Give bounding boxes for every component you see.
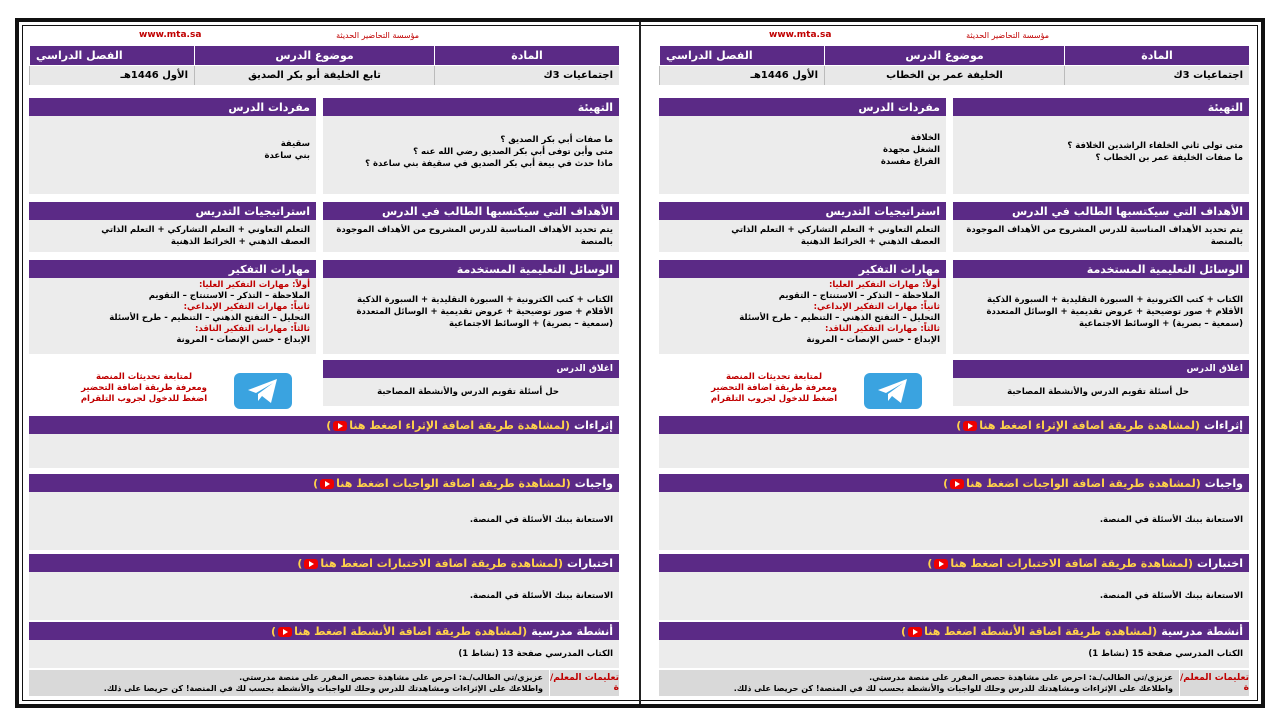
topic-label: موضوع الدرس	[194, 46, 434, 65]
closing-title: اغلاق الدرس	[953, 360, 1249, 378]
institution-name: مؤسسة التحاضير الحديثة	[966, 31, 1049, 40]
youtube-icon	[304, 559, 318, 569]
activities-line: الكتاب المدرسي صفحة 13 (نشاط 1)	[458, 649, 613, 659]
aids-section	[323, 260, 619, 354]
activities-link-text: (لمشاهدة طريقة اضافة الأنشطة اضغط هنا	[294, 624, 528, 638]
header-values-row	[29, 66, 619, 85]
objectives-line: يتم تحديد الأهداف المناسبة للدرس المشروح من الأهداف الموجودة	[966, 225, 1243, 235]
homework-label: واجبات	[574, 476, 613, 490]
aids-line: الكتاب + كتب الكترونية + السبورة التقليدية + السبورة الذكية	[357, 295, 613, 305]
thinking-heading: ثانياً: مهارات التفكير الإبداعي:	[813, 302, 940, 312]
homework-link[interactable]	[313, 477, 571, 490]
link-close: )	[943, 476, 949, 490]
vocab-title: مفردات الدرس	[29, 98, 316, 116]
youtube-icon	[320, 479, 334, 489]
link-close: )	[313, 476, 319, 490]
thinking-heading: ثالثاً: مهارات التفكير الناقد:	[825, 324, 940, 334]
thinking-section	[659, 260, 946, 354]
homework-title	[29, 474, 619, 492]
thinking-heading: ثالثاً: مهارات التفكير الناقد:	[195, 324, 310, 334]
closing-title: اغلاق الدرس	[323, 360, 619, 378]
telegram-note-line: ومعرفة طريقة اضافة التحضير	[81, 383, 207, 393]
teacher-notes-line: واطلاعك على الإثراءات ومشاهدتك للدرس وحلك للواجبات والأنشطة بحسب لك في المنصة! كن حريصا على ذلك.	[733, 684, 1173, 693]
objectives-body	[323, 220, 619, 252]
aids-section	[953, 260, 1249, 354]
enrichment-body	[659, 434, 1249, 468]
tests-line: الاستعانة ببنك الأسئلة في المنصة.	[469, 591, 613, 601]
teacher-notes	[29, 670, 619, 696]
intro-line: متى وأين توفى أبي بكر الصديق رضي الله عنه ؟	[413, 147, 613, 157]
enrichment-section	[29, 416, 619, 468]
page-topline	[29, 30, 619, 44]
thinking-line: الإبداع - حسن الإنصات - المرونة	[176, 335, 310, 345]
teacher-notes-text	[29, 670, 549, 696]
activities-link[interactable]	[271, 625, 527, 638]
strategies-section	[659, 202, 946, 252]
aids-line: الأقلام + صور توضيحية + عروض تقديمية + الوسائل المتعددة	[356, 307, 613, 317]
aids-title: الوسائل التعليمية المستخدمة	[323, 260, 619, 278]
thinking-body	[659, 278, 946, 354]
thinking-line: الملاحظة – التذكر – الاستنتاج – التقويم	[778, 291, 940, 301]
objectives-title: الأهداف التي سيكتسبها الطالب في الدرس	[953, 202, 1249, 220]
enrichment-link-text: (لمشاهدة طريقة اضافة الإثراء اضغط هنا	[979, 418, 1201, 432]
thinking-line: التحليل – التفتح الذهني – التنظيم - طرح الأسئلة	[109, 313, 310, 323]
objectives-line: بالمنصة	[1210, 237, 1243, 247]
semester-value: الأول 1446هـ	[659, 66, 824, 85]
intro-line: ما صفات الخليفة عمر بن الخطاب ؟	[1095, 153, 1243, 163]
closing-line: حل أسئلة تقويم الدرس والأنشطة المصاحبة	[1007, 387, 1189, 397]
vocab-line: الخلافة	[910, 133, 940, 143]
aids-line: (سمعية – بصرية) + الوسائط الاجتماعية	[448, 319, 613, 329]
topic-label: موضوع الدرس	[824, 46, 1064, 65]
subject-label: المادة	[434, 46, 619, 65]
homework-line: الاستعانة ببنك الأسئلة في المنصة.	[1099, 515, 1243, 525]
homework-link-text: (لمشاهدة طريقة اضافة الواجبات اضغط هنا	[336, 476, 571, 490]
topic-value: الخليفة عمر بن الخطاب	[824, 66, 1064, 85]
telegram-note-line: اضغط للدخول لجروب التلقرام	[80, 394, 208, 404]
aids-line: (سمعية – بصرية) + الوسائط الاجتماعية	[1078, 319, 1243, 329]
subject-value: اجتماعيات 3ك	[434, 66, 619, 85]
aids-line: الأقلام + صور توضيحية + عروض تقديمية + الوسائل المتعددة	[986, 307, 1243, 317]
activities-link[interactable]	[901, 625, 1157, 638]
closing-body	[323, 378, 619, 406]
homework-section	[29, 474, 619, 550]
telegram-button[interactable]	[234, 373, 292, 409]
thinking-section	[29, 260, 316, 354]
tests-title	[29, 554, 619, 572]
link-close: )	[927, 556, 933, 570]
vocab-line: سقيفة	[280, 139, 310, 149]
tests-section	[29, 554, 619, 620]
youtube-icon	[908, 627, 922, 637]
thinking-title: مهارات التفكير	[29, 260, 316, 278]
page-topline	[659, 30, 1249, 44]
teacher-notes-label: تعليمات المعلم/ة	[1179, 670, 1249, 696]
lesson-header-table	[659, 46, 1249, 86]
telegram-note	[689, 372, 859, 405]
link-close: )	[956, 418, 962, 432]
lesson-plan-page-left	[29, 30, 619, 700]
intro-title: التهيئة	[323, 98, 619, 116]
intro-body	[953, 116, 1249, 194]
activities-section	[29, 622, 619, 668]
tests-section	[659, 554, 1249, 620]
homework-link[interactable]	[943, 477, 1201, 490]
intro-body	[323, 116, 619, 194]
telegram-note-line: لمتابعة تحديثات المنصة	[725, 372, 823, 382]
closing-line: حل أسئلة تقويم الدرس والأنشطة المصاحبة	[377, 387, 559, 397]
aids-line: الكتاب + كتب الكترونية + السبورة التقليدية + السبورة الذكية	[987, 295, 1243, 305]
teacher-notes-text	[659, 670, 1179, 696]
enrichment-label: إثراءات	[574, 418, 613, 432]
tests-link[interactable]	[297, 557, 563, 570]
header-values-row	[659, 66, 1249, 85]
objectives-line: يتم تحديد الأهداف المناسبة للدرس المشروح من الأهداف الموجودة	[336, 225, 613, 235]
intro-line: ما صفات أبي بكر الصديق ؟	[500, 135, 613, 145]
strategies-line: التعلم التعاوني + التعلم التشاركي + التعلم الذاتي	[101, 225, 310, 235]
link-close: )	[297, 556, 303, 570]
homework-body	[659, 492, 1249, 550]
homework-section	[659, 474, 1249, 550]
telegram-note	[59, 372, 229, 405]
telegram-note-line: اضغط للدخول لجروب التلقرام	[710, 394, 838, 404]
tests-title	[659, 554, 1249, 572]
thinking-heading: ثانياً: مهارات التفكير الإبداعي:	[183, 302, 310, 312]
enrichment-title	[29, 416, 619, 434]
activities-label: أنشطة مدرسية	[1161, 624, 1243, 638]
teacher-notes	[659, 670, 1249, 696]
enrichment-link[interactable]	[326, 419, 570, 432]
aids-title: الوسائل التعليمية المستخدمة	[953, 260, 1249, 278]
intro-section	[953, 98, 1249, 194]
objectives-title: الأهداف التي سيكتسبها الطالب في الدرس	[323, 202, 619, 220]
aids-body	[323, 278, 619, 354]
thinking-line: الملاحظة – التذكر – الاستنتاج – التقويم	[148, 291, 310, 301]
strategies-title: استراتيجيات التدريس	[29, 202, 316, 220]
homework-title	[659, 474, 1249, 492]
link-close: )	[271, 624, 277, 638]
subject-label: المادة	[1064, 46, 1249, 65]
homework-body	[29, 492, 619, 550]
strategies-body	[659, 220, 946, 252]
objectives-section	[323, 202, 619, 252]
tests-body	[29, 572, 619, 620]
link-close: )	[901, 624, 907, 638]
strategies-title: استراتيجيات التدريس	[659, 202, 946, 220]
tests-label: اختبارات	[1197, 556, 1243, 570]
telegram-note-line: ومعرفة طريقة اضافة التحضير	[711, 383, 837, 393]
thinking-line: التحليل – التفتح الذهني – التنظيم - طرح الأسئلة	[739, 313, 940, 323]
thinking-heading: أولاً: مهارات التفكير العليا:	[198, 280, 310, 290]
header-labels-row	[659, 46, 1249, 65]
semester-label: الفصل الدراسي	[659, 46, 824, 65]
institution-name: مؤسسة التحاضير الحديثة	[336, 31, 419, 40]
vocab-body	[659, 116, 946, 194]
activities-line: الكتاب المدرسي صفحة 15 (نشاط 1)	[1088, 649, 1243, 659]
telegram-icon	[245, 377, 281, 405]
strategies-body	[29, 220, 316, 252]
telegram-icon	[875, 377, 911, 405]
vocab-section	[29, 98, 316, 194]
strategies-line: العصف الذهني + الخرائط الذهنية	[170, 237, 310, 247]
intro-section	[323, 98, 619, 194]
link-close: )	[326, 418, 332, 432]
enrichment-label: إثراءات	[1204, 418, 1243, 432]
vocab-section	[659, 98, 946, 194]
telegram-button[interactable]	[864, 373, 922, 409]
closing-body	[953, 378, 1249, 406]
homework-link-text: (لمشاهدة طريقة اضافة الواجبات اضغط هنا	[966, 476, 1201, 490]
teacher-notes-line: واطلاعك على الإثراءات ومشاهدتك للدرس وحلك للواجبات والأنشطة بحسب لك في المنصة! كن حريصا على ذلك.	[103, 684, 543, 693]
youtube-icon	[963, 421, 977, 431]
youtube-icon	[934, 559, 948, 569]
aids-body	[953, 278, 1249, 354]
enrichment-section	[659, 416, 1249, 468]
strategies-line: التعلم التعاوني + التعلم التشاركي + التعلم الذاتي	[731, 225, 940, 235]
tests-body	[659, 572, 1249, 620]
homework-label: واجبات	[1204, 476, 1243, 490]
activities-body	[29, 640, 619, 668]
thinking-heading: أولاً: مهارات التفكير العليا:	[828, 280, 940, 290]
closing-section	[323, 360, 619, 406]
enrichment-body	[29, 434, 619, 468]
thinking-body	[29, 278, 316, 354]
activities-body	[659, 640, 1249, 668]
intro-line: متى تولى ثاني الخلفاء الراشدين الخلافة ؟	[1067, 141, 1243, 151]
tests-label: اختبارات	[567, 556, 613, 570]
homework-line: الاستعانة ببنك الأسئلة في المنصة.	[469, 515, 613, 525]
objectives-body	[953, 220, 1249, 252]
header-labels-row	[29, 46, 619, 65]
subject-value: اجتماعيات 3ك	[1064, 66, 1249, 85]
thinking-title: مهارات التفكير	[659, 260, 946, 278]
enrichment-title	[659, 416, 1249, 434]
intro-title: التهيئة	[953, 98, 1249, 116]
activities-title	[659, 622, 1249, 640]
tests-line: الاستعانة ببنك الأسئلة في المنصة.	[1099, 591, 1243, 601]
telegram-note-line: لمتابعة تحديثات المنصة	[95, 372, 193, 382]
youtube-icon	[278, 627, 292, 637]
teacher-notes-line: عزيزي/تي الطالب/ـة: احرص على مشاهدة حصص المقرر على منصة مدرستي.	[869, 673, 1173, 682]
vocab-title: مفردات الدرس	[659, 98, 946, 116]
tests-link-text: (لمشاهدة طريقة اضافة الاختبارات اضغط هنا	[950, 556, 1194, 570]
intro-line: ماذا حدث في بيعة أبي بكر الصديق في سقيفة بني ساعدة ؟	[365, 159, 613, 169]
page-divider	[639, 22, 641, 704]
vocab-line: بني ساعدة	[264, 151, 310, 161]
youtube-icon	[333, 421, 347, 431]
website-link[interactable]: www.mta.sa	[139, 30, 202, 40]
teacher-notes-line: عزيزي/تي الطالب/ـة: احرص على مشاهدة حصص المقرر على منصة مدرستي.	[239, 673, 543, 682]
lesson-header-table	[29, 46, 619, 86]
vocab-line: الشغل مجهدة	[882, 145, 940, 155]
strategies-line: العصف الذهني + الخرائط الذهنية	[800, 237, 940, 247]
closing-section	[953, 360, 1249, 406]
slide-frame	[15, 18, 1265, 708]
activities-section	[659, 622, 1249, 668]
teacher-notes-label: تعليمات المعلم/ة	[549, 670, 619, 696]
activities-title	[29, 622, 619, 640]
website-link[interactable]: www.mta.sa	[769, 30, 832, 40]
vocab-body	[29, 116, 316, 194]
tests-link[interactable]	[927, 557, 1193, 570]
enrichment-link[interactable]	[956, 419, 1200, 432]
semester-value: الأول 1446هـ	[29, 66, 194, 85]
semester-label: الفصل الدراسي	[29, 46, 194, 65]
activities-label: أنشطة مدرسية	[531, 624, 613, 638]
strategies-section	[29, 202, 316, 252]
enrichment-link-text: (لمشاهدة طريقة اضافة الإثراء اضغط هنا	[349, 418, 571, 432]
topic-value: تابع الخليفة أبو بكر الصديق	[194, 66, 434, 85]
lesson-plan-page-right	[659, 30, 1249, 700]
objectives-section	[953, 202, 1249, 252]
youtube-icon	[950, 479, 964, 489]
thinking-line: الإبداع - حسن الإنصات - المرونة	[806, 335, 940, 345]
tests-link-text: (لمشاهدة طريقة اضافة الاختبارات اضغط هنا	[320, 556, 564, 570]
objectives-line: بالمنصة	[580, 237, 613, 247]
activities-link-text: (لمشاهدة طريقة اضافة الأنشطة اضغط هنا	[924, 624, 1158, 638]
vocab-line: الفراغ مفسدة	[880, 157, 940, 167]
